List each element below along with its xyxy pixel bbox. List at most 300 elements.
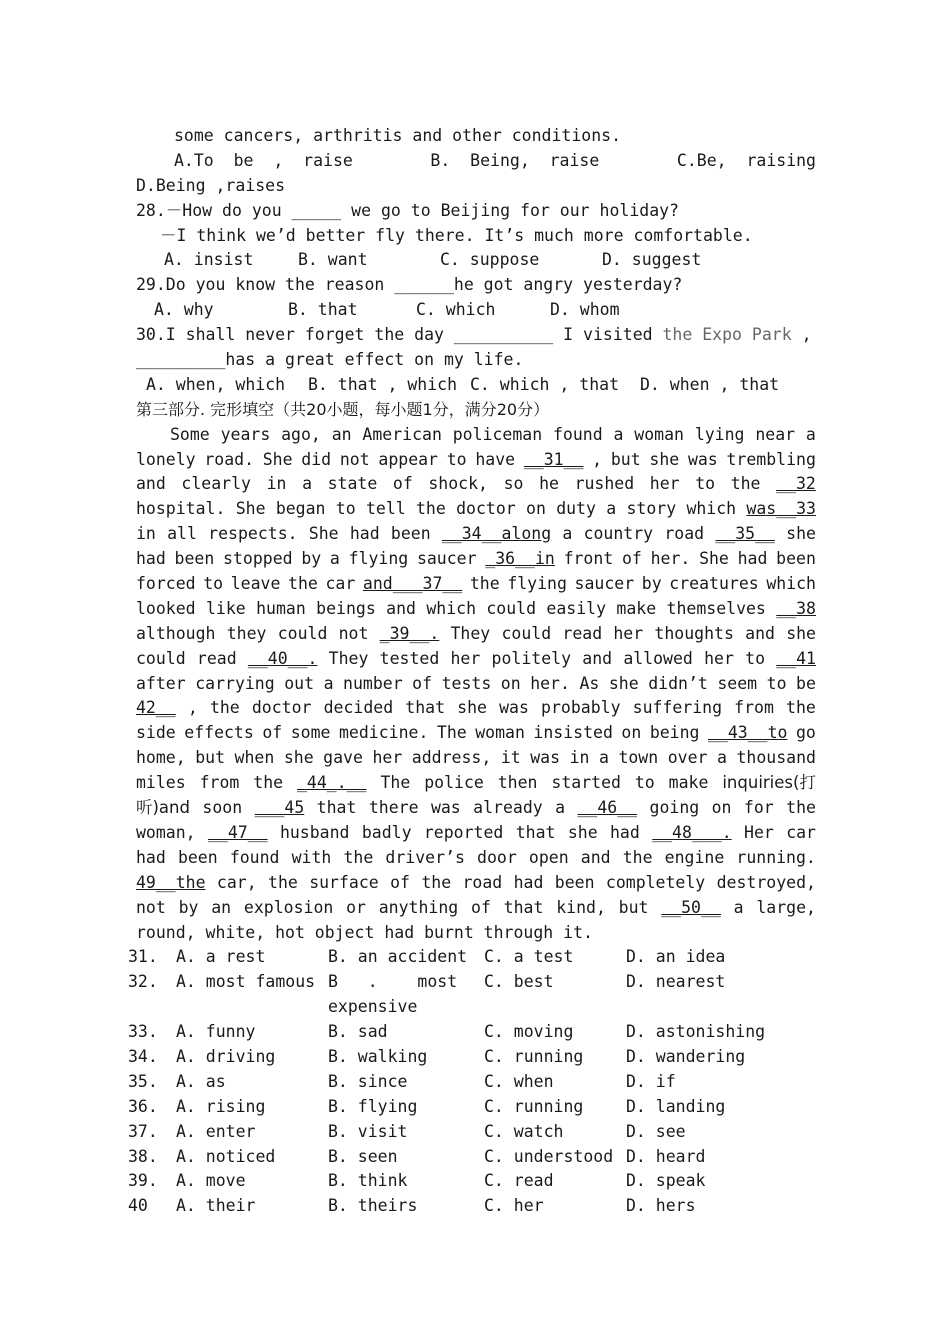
passage-word: surface <box>309 872 379 892</box>
q28-option-d: D. suggest <box>602 250 702 270</box>
passage-word: all <box>167 524 197 544</box>
passage-word: was <box>530 748 561 768</box>
passage-word: car <box>786 822 816 842</box>
passage-word: American <box>362 424 442 444</box>
passage-line-9 <box>136 622 816 647</box>
passage-word: , <box>187 698 198 718</box>
passage-line-15 <box>136 771 816 796</box>
question-number: 32. <box>128 972 158 992</box>
passage-word: have <box>475 449 516 469</box>
passage-word: the <box>730 474 761 494</box>
q28-option-b: B. want <box>298 250 368 270</box>
passage-word: number <box>343 673 403 693</box>
q27-option-b: B. Being, raise <box>430 150 600 170</box>
passage-word: of <box>412 673 433 693</box>
passage-word: car, <box>216 872 257 892</box>
q29-options <box>136 298 816 323</box>
passage-word: forced <box>136 574 196 594</box>
passage-word: open <box>528 847 569 867</box>
passage-word: been <box>390 524 431 544</box>
passage-word: could <box>277 623 328 643</box>
option-row <box>128 1045 816 1070</box>
passage-word: go <box>796 723 816 743</box>
cloze-blank: _39__. <box>379 623 440 643</box>
passage-word: after <box>136 673 186 693</box>
passage-word: was <box>499 698 529 718</box>
passage-word: carrying <box>195 673 275 693</box>
exam-page <box>128 124 816 1219</box>
passage-word: be <box>796 673 816 693</box>
passage-word: ago, <box>281 424 321 444</box>
passage-word: side <box>136 723 176 743</box>
passage-word: clearly <box>181 474 251 494</box>
option-c: C. her <box>484 1196 544 1216</box>
passage-word: kind, <box>556 897 606 917</box>
passage-word: her <box>649 474 680 494</box>
passage-word: insisted <box>533 723 613 743</box>
option-d: D. nearest <box>626 972 726 992</box>
passage-word: could <box>501 623 552 643</box>
option-a: A. driving <box>176 1046 276 1066</box>
passage-word: so <box>503 474 524 494</box>
passage-word: she <box>608 673 639 693</box>
passage-word: explosion <box>243 897 334 917</box>
passage-word: doctor <box>251 698 312 718</box>
passage-word: a <box>598 748 609 768</box>
passage-word: she <box>457 698 487 718</box>
passage-word: was <box>430 798 461 818</box>
passage-word: tests <box>441 673 492 693</box>
passage-word: a <box>329 549 340 569</box>
question-number: 40 <box>128 1196 148 1216</box>
q28-option-c: C. suppose <box>440 250 540 270</box>
passage-word: going <box>649 798 700 818</box>
passage-word: road <box>664 524 705 544</box>
passage-word: to <box>203 574 224 594</box>
passage-word: woman, <box>136 822 196 842</box>
passage-word: the <box>622 847 653 867</box>
passage-word: been <box>554 872 595 892</box>
passage-word: gave <box>323 748 363 768</box>
passage-word: like <box>205 598 246 618</box>
passage-word: she <box>786 623 816 643</box>
passage-word: had <box>513 872 544 892</box>
option-d: D. hers <box>626 1196 696 1216</box>
passage-word: near <box>755 424 796 444</box>
section-title: 第三部分. 完形填空（共20小题，每小题1分，满分20分） <box>136 399 550 419</box>
q30-options <box>136 373 816 398</box>
option-c: C. running <box>484 1096 584 1116</box>
passage-word: a <box>733 897 744 917</box>
passage-word: which <box>686 499 737 519</box>
question-number: 35. <box>128 1071 158 1091</box>
passage-word: Her <box>744 822 774 842</box>
option-b-cont: expensive <box>328 997 418 1017</box>
passage-line-1 <box>136 423 816 448</box>
passage-word: They <box>450 623 491 643</box>
option-a: A. their <box>176 1196 256 1216</box>
option-row <box>128 970 816 995</box>
passage-word: on <box>500 673 521 693</box>
passage-word: medicine. <box>338 723 429 743</box>
passage-word: did <box>301 449 332 469</box>
passage-word: had <box>136 549 166 569</box>
option-b: B . most <box>328 972 458 992</box>
option-c: C. a test <box>484 947 574 967</box>
passage-word: that <box>405 698 446 718</box>
q28-option-a: A. insist <box>164 250 254 270</box>
passage-line-13 <box>136 721 816 746</box>
passage-word: a <box>302 474 312 494</box>
option-c: C. best <box>484 972 554 992</box>
cloze-blank: _36__in <box>485 549 555 569</box>
passage-word: with <box>291 847 332 867</box>
passage-word: and <box>136 474 166 494</box>
passage-word: of <box>392 474 413 494</box>
passage-word: had <box>349 524 380 544</box>
passage-word: started <box>551 773 621 793</box>
passage-line-8 <box>136 597 816 622</box>
passage-word: respects. <box>208 524 298 544</box>
option-a: A. move <box>176 1171 246 1191</box>
q30-place: the Expo Park <box>662 325 792 345</box>
q30-option-c: C. which , that <box>470 374 620 394</box>
option-row <box>128 1169 816 1194</box>
passage-word: could <box>486 598 537 618</box>
q30-option-a: A. when, which <box>146 374 286 394</box>
q28-stem: 28.－How do you _____ we go to Beijing for our holiday? <box>136 200 679 220</box>
passage-word: 听)and <box>136 798 190 818</box>
passage-word: soon <box>202 798 243 818</box>
passage-word: politely <box>491 648 572 668</box>
passage-word: the <box>268 872 298 892</box>
option-c: C. when <box>484 1071 554 1091</box>
passage-word: her. <box>530 673 570 693</box>
passage-line-14 <box>136 746 816 771</box>
option-d: D. see <box>626 1121 686 1141</box>
q29-stem: 29.Do you know the reason ______he got angry yesterday? <box>136 275 683 295</box>
passage-word: on <box>621 723 642 743</box>
passage-word: but <box>195 748 226 768</box>
passage-word: found <box>553 424 603 444</box>
cloze-blank: __34__along <box>441 524 552 544</box>
passage-word: rushed <box>574 474 635 494</box>
option-row <box>128 1145 816 1170</box>
question-number: 39. <box>128 1171 158 1191</box>
passage-word: although <box>136 623 216 643</box>
passage-word: out <box>284 673 315 693</box>
passage-word: not <box>338 623 369 643</box>
cloze-blank: ___45 <box>254 798 305 818</box>
passage-word: the <box>253 773 284 793</box>
passage-word: running. <box>736 847 816 867</box>
passage-word: an <box>331 424 352 444</box>
passage-word: was <box>687 449 718 469</box>
passage-word: she <box>786 524 816 544</box>
passage-word: leave <box>230 574 281 594</box>
passage-word: thousand <box>736 748 816 768</box>
q29-option-a: A. why <box>154 300 214 320</box>
option-a: A. as <box>176 1071 226 1091</box>
passage-line-19 <box>136 871 816 896</box>
cloze-blank: 49__the <box>136 872 206 892</box>
passage-word: a <box>562 524 573 544</box>
question-number: 34. <box>128 1046 158 1066</box>
option-a: A. noticed <box>176 1146 276 1166</box>
passage-word: her <box>450 648 481 668</box>
passage-word: from <box>734 698 774 718</box>
passage-word: allowed <box>623 648 693 668</box>
passage-word: human <box>256 598 306 618</box>
cloze-blank: __35__ <box>715 524 775 544</box>
options-table <box>128 945 816 1219</box>
passage-word: been <box>174 549 215 569</box>
passage-word: of <box>471 897 491 917</box>
passage-line-16 <box>136 796 816 821</box>
passage-word: he <box>539 474 559 494</box>
passage-word: a <box>555 798 566 818</box>
q30-stem-text: 30.I shall never forget the day __________ I visited <box>136 325 663 345</box>
option-c: C. watch <box>484 1121 564 1141</box>
passage-word: She <box>235 499 266 519</box>
passage-word: a <box>323 673 334 693</box>
passage-word: she <box>567 822 598 842</box>
passage-word: had <box>610 822 640 842</box>
passage-word: not <box>136 897 166 917</box>
passage-word: car <box>325 574 356 594</box>
passage-word: town <box>618 748 659 768</box>
passage-word: police <box>424 773 484 793</box>
passage-word: read <box>196 648 237 668</box>
question-number: 33. <box>128 1022 158 1042</box>
cloze-passage <box>136 423 816 921</box>
passage-word: lonely <box>136 449 196 469</box>
option-row <box>128 1194 816 1219</box>
passage-word: driver’s <box>385 847 465 867</box>
passage-word: seem <box>717 673 758 693</box>
cloze-blank: __41 <box>776 648 816 668</box>
passage-line-12 <box>136 696 816 721</box>
passage-word: lying <box>694 424 745 444</box>
passage-word: themselves <box>666 598 766 618</box>
option-a: A. a rest <box>176 947 266 967</box>
passage-word: As <box>579 673 600 693</box>
cloze-blank: and___37__ <box>362 574 463 594</box>
question-number: 37. <box>128 1121 158 1141</box>
passage-word: didn’t <box>648 673 708 693</box>
cloze-blank: __38 <box>776 598 816 618</box>
passage-word: make <box>668 773 709 793</box>
option-b: B. seen <box>328 1146 398 1166</box>
passage-word: she <box>283 748 314 768</box>
passage-word: but <box>610 449 641 469</box>
q28-options <box>136 248 816 273</box>
passage-word: that <box>503 897 544 917</box>
passage-word: tested <box>379 648 440 668</box>
passage-word: the <box>421 872 452 892</box>
passage-line-6 <box>136 547 816 572</box>
cloze-blank: __48___. <box>652 822 732 842</box>
passage-line-17 <box>136 821 816 846</box>
passage-word: doctor <box>456 499 516 519</box>
passage-word: a <box>613 424 624 444</box>
passage-word: for <box>743 798 774 818</box>
passage-word: the <box>343 847 374 867</box>
option-a: A. rising <box>176 1096 266 1116</box>
passage-word: saucer <box>574 574 635 594</box>
passage-word: they <box>226 623 267 643</box>
q30-stem-end: , <box>791 325 812 345</box>
passage-word: road. <box>204 449 255 469</box>
option-b: B. since <box>328 1071 408 1091</box>
passage-word: appear <box>378 449 438 469</box>
passage-word: could <box>136 648 186 668</box>
passage-word: the <box>209 698 240 718</box>
passage-word: to <box>446 449 467 469</box>
passage-word: in <box>136 524 156 544</box>
passage-word: decided <box>323 698 394 718</box>
passage-word: the <box>469 574 500 594</box>
passage-word: which <box>426 598 476 618</box>
cloze-blank: __46__ <box>577 798 638 818</box>
q30-stem-2: _________has a great effect on my life. <box>136 350 524 370</box>
passage-word: home, <box>136 748 186 768</box>
option-b: B. think <box>328 1171 408 1191</box>
cloze-blank: __32 <box>776 474 816 494</box>
passage-word: effects <box>184 723 254 743</box>
passage-word: , <box>592 449 603 469</box>
passage-word: stopped <box>223 549 293 569</box>
passage-word: the <box>786 698 816 718</box>
q27-option-d: D.Being ,raises <box>136 175 286 195</box>
passage-line-10 <box>136 647 816 672</box>
option-d: D. an idea <box>626 947 726 967</box>
passage-word: already <box>473 798 543 818</box>
passage-word: then <box>497 773 538 793</box>
passage-word: destroyed, <box>716 872 816 892</box>
passage-word: she <box>649 449 680 469</box>
passage-word: She <box>308 524 339 544</box>
passage-word: and <box>386 598 416 618</box>
passage-line-20 <box>136 896 816 921</box>
option-b: B. flying <box>328 1096 418 1116</box>
passage-word: or <box>346 897 366 917</box>
passage-word: and <box>582 648 613 668</box>
option-row <box>128 1070 816 1095</box>
passage-word: of <box>390 872 410 892</box>
option-row <box>128 945 816 970</box>
passage-word: She <box>262 449 293 469</box>
passage-word: address, <box>411 748 492 768</box>
passage-word: a <box>717 748 727 768</box>
option-d: D. astonishing <box>626 1022 766 1042</box>
passage-word: and <box>580 847 611 867</box>
passage-word: completely <box>605 872 706 892</box>
passage-word: flying <box>348 549 409 569</box>
cloze-blank: __31__ <box>523 449 584 469</box>
passage-line-5 <box>136 522 816 547</box>
option-row-cont <box>128 995 816 1020</box>
option-d: D. speak <box>626 1171 706 1191</box>
passage-word: She <box>699 549 729 569</box>
option-row <box>128 1120 816 1145</box>
passage-word: door <box>477 847 517 867</box>
q28-reply: －I think we’d better fly there. It’s much more comfortable. <box>160 225 753 245</box>
option-d: D. if <box>626 1071 676 1091</box>
passage-word: hospital. <box>136 499 226 519</box>
passage-word: when <box>234 748 275 768</box>
option-a: A. enter <box>176 1121 256 1141</box>
passage-word: miles <box>136 773 186 793</box>
option-b: B. walking <box>328 1046 428 1066</box>
passage-word: woman <box>475 723 525 743</box>
option-row <box>128 1095 816 1120</box>
passage-word: trembling <box>726 449 816 469</box>
passage-word: found <box>229 847 280 867</box>
passage-line-2 <box>136 448 816 473</box>
passage-word: that <box>515 822 556 842</box>
passage-word: it <box>500 748 521 768</box>
passage-word: inquiries(打 <box>722 773 816 793</box>
passage-word: but <box>618 897 649 917</box>
passage-word: some <box>290 723 331 743</box>
passage-word: over <box>667 748 708 768</box>
passage-word: suffering <box>632 698 723 718</box>
passage-word: a <box>805 424 816 444</box>
passage-word: engine <box>664 847 725 867</box>
option-b: B. sad <box>328 1022 388 1042</box>
option-c: C. read <box>484 1171 554 1191</box>
passage-word: duty <box>556 499 596 519</box>
passage-word: easily <box>546 598 607 618</box>
passage-word: looked <box>136 598 196 618</box>
passage-word: being <box>649 723 700 743</box>
passage-word: anything <box>378 897 459 917</box>
passage-word: the <box>288 574 318 594</box>
passage-line-11 <box>136 672 816 697</box>
cloze-blank: __47__ <box>207 822 268 842</box>
question-number: 31. <box>128 947 158 967</box>
q30-stem <box>136 323 816 348</box>
passage-word: of <box>262 723 283 743</box>
passage-word: which <box>766 574 816 594</box>
cloze-blank: was__33 <box>746 499 816 519</box>
passage-word: from <box>199 773 240 793</box>
option-b: B. theirs <box>328 1196 418 1216</box>
cloze-blank: __50__ <box>661 897 721 917</box>
passage-word: to <box>634 773 655 793</box>
passage-word: large, <box>756 897 816 917</box>
passage-line-4 <box>136 497 816 522</box>
passage-word: by <box>641 574 662 594</box>
passage-word: to <box>335 499 356 519</box>
passage-word: her <box>372 748 403 768</box>
passage-word: husband <box>279 822 350 842</box>
passage-word: read <box>562 623 603 643</box>
passage-word: her <box>613 623 644 643</box>
q27-options <box>136 149 816 174</box>
q29-option-d: D. whom <box>550 300 620 320</box>
passage-word: make <box>616 598 657 618</box>
passage-word: to <box>745 648 766 668</box>
passage-word: road <box>462 872 503 892</box>
passage-word: had <box>136 847 166 867</box>
passage-word: tell <box>365 499 406 519</box>
passage-word: flying <box>507 574 567 594</box>
passage-word: shock, <box>428 474 488 494</box>
passage-word: thoughts <box>654 623 734 643</box>
q27-stem-cont: some cancers, arthritis and other conditions. <box>174 126 622 145</box>
